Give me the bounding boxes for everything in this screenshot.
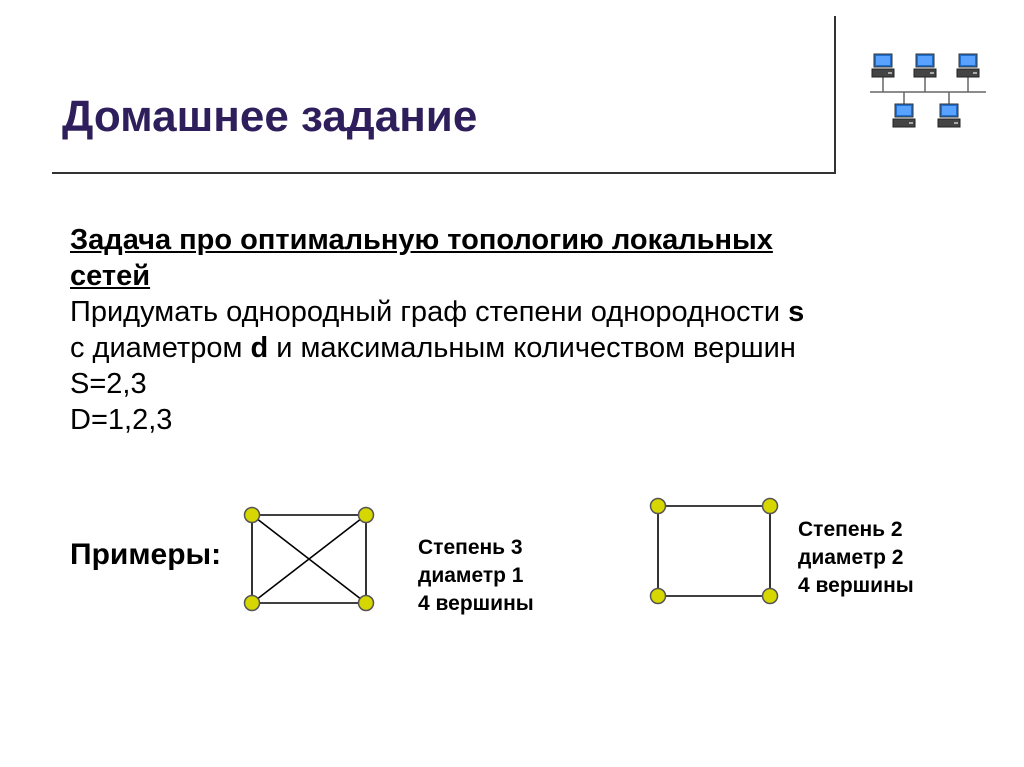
graph1-vertices: 4 вершины — [418, 592, 534, 615]
graph-vertex — [651, 589, 666, 604]
s-values: S=2,3 — [70, 368, 147, 400]
graph-vertex — [651, 499, 666, 514]
diameter-variable: d — [250, 332, 269, 364]
computer-icon — [938, 104, 960, 127]
page-title: Домашнее задание — [62, 92, 478, 141]
graph2-caption — [798, 516, 914, 600]
complete-graph-diagram — [236, 500, 386, 620]
task-text — [70, 222, 970, 438]
graph-vertex — [245, 596, 260, 611]
task-heading-line1: Задача про оптимальную топологию локальных — [70, 224, 773, 256]
task-heading-line2: сетей — [70, 260, 151, 292]
task-desc-text: с диаметром — [70, 332, 251, 364]
degree-variable: s — [788, 296, 805, 328]
computer-icon — [957, 54, 979, 77]
task-desc-text: Придумать однородный граф степени однородности — [70, 296, 789, 328]
graph-vertex — [763, 499, 778, 514]
graph-vertex — [763, 589, 778, 604]
task-desc-text: и максимальным количеством вершин — [268, 332, 796, 364]
cycle-graph-diagram — [642, 490, 787, 610]
vertical-divider — [834, 16, 836, 174]
graph-vertex — [245, 508, 260, 523]
graph2-degree: Степень 2 — [798, 518, 903, 541]
graph-vertex — [359, 596, 374, 611]
graph1-degree: Степень 3 — [418, 536, 523, 559]
graph2-diameter: диаметр 2 — [798, 546, 904, 569]
task-description-line2 — [70, 330, 970, 366]
examples-label: Примеры: — [70, 538, 222, 571]
computer-icon — [914, 54, 936, 77]
graph2-vertices: 4 вершины — [798, 574, 914, 597]
d-values: D=1,2,3 — [70, 404, 173, 436]
title-divider — [52, 172, 836, 174]
computer-icon — [872, 54, 894, 77]
computer-network-icon — [862, 46, 992, 138]
graph1-caption — [418, 534, 534, 618]
graph-vertex — [359, 508, 374, 523]
task-description-line1 — [70, 294, 970, 330]
graph1-diameter: диаметр 1 — [418, 564, 524, 587]
computer-icon — [893, 104, 915, 127]
